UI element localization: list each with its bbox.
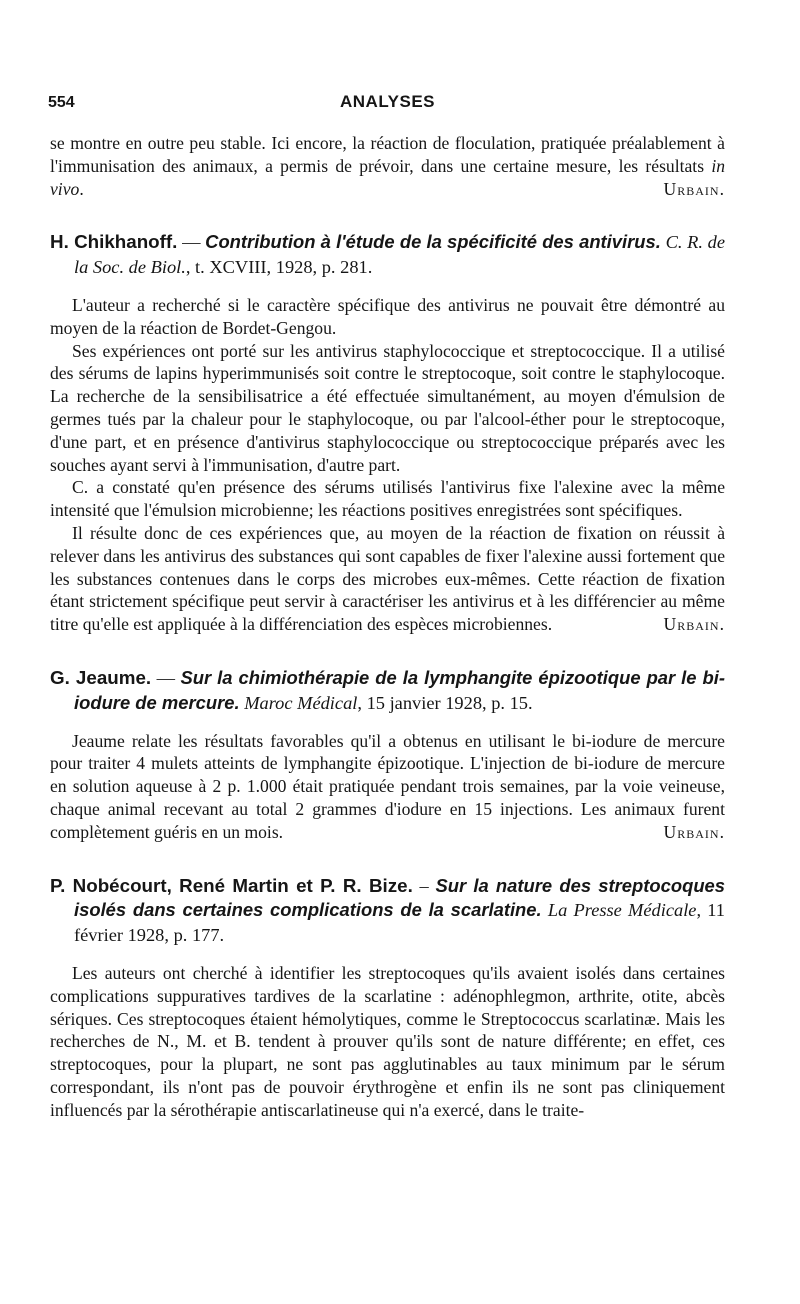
entry-title: Sur la nature des streptocoques isolés dans certaines complications de la scarlatine.	[74, 874, 726, 921]
entry-title: Contribution à l'étude de la spécificité des antivirus.	[205, 231, 661, 253]
entry-journal: Maroc Médical	[244, 692, 358, 713]
page	[50, 92, 725, 1121]
entry-separator: –	[412, 875, 436, 896]
entry-heading	[50, 230, 725, 280]
entry-paragraph	[50, 730, 725, 844]
entry-journal: La Presse Médicale	[547, 900, 697, 921]
page-number: 554	[48, 94, 75, 111]
entry-citation: , 15 janvier 1928, p. 15.	[357, 692, 533, 713]
intro-emphasis: in vivo	[50, 155, 725, 199]
entry-author: H. Chikhanoff.	[50, 231, 178, 253]
entry-body	[50, 294, 725, 636]
entry-citation: , 11 février 1928, p. 177.	[74, 900, 725, 946]
signature: Urbain.	[663, 178, 725, 199]
intro-text: se montre en outre peu stable. Ici encore, la réaction de floculation, pratiquée préalablement à l'immunisation des animaux, a permis de prévoir, dans une certaine mesure, les résultats	[50, 133, 725, 176]
entry-paragraph: C. a constaté qu'en présence des sérums utilisés l'antivirus fixe l'alexine avec la même intensité que l'émulsion microbienne; les réactions positives enregistrées sont spécifiques.	[50, 477, 725, 521]
entry-journal: C. R. de la Soc. de Biol.	[74, 232, 725, 278]
entry-heading	[50, 874, 725, 948]
entry-author: G. Jeaume.	[50, 666, 152, 688]
entry-author: P. Nobécourt, René Martin et P. R. Bize.	[50, 874, 413, 896]
signature: Urbain.	[663, 614, 725, 635]
signature: Urbain.	[663, 821, 725, 842]
running-title: ANALYSES	[339, 92, 435, 111]
entry-heading	[50, 666, 725, 716]
entry-paragraph: L'auteur a recherché si le caractère spécifique des antivirus ne pouvait être démontré au moyen de la réaction de Bordet-Gengou.	[50, 294, 725, 338]
entry-chikhanoff	[50, 230, 725, 636]
entry-paragraph-text: Jeaume relate les résultats favorables qu'il a obtenus en utilisant le bi-iodure de mercure pour traiter 4 mulets atteints de lymphangite épizootique. L'injection de bi-iodure de mercure en solution aqueuse à 2 p. 1.000 était pratiquée pendant trois semaines, par la voie veineuse, chaque animal recevant au total 2 grammes d'iodure en 15 injections. Les animaux furent complètement guéris en un mois.	[50, 730, 725, 842]
intro-text-end: .	[79, 178, 84, 199]
entry-jeaume	[50, 666, 725, 844]
running-header	[50, 92, 725, 120]
entry-citation: , t. XCVIII, 1928, p. 281.	[185, 257, 373, 278]
entry-nobecourt	[50, 874, 725, 1122]
entry-title: Sur la chimiothérapie de la lymphangite épizootique par le bi-iodure de mercure.	[74, 666, 725, 713]
intro-paragraph	[50, 132, 725, 200]
entry-separator: —	[151, 667, 181, 688]
entry-paragraph: Les auteurs ont cherché à identifier les streptocoques qu'ils avaient isolés dans certaines complications suppuratives tardives de la scarlatine : adénophlegmon, arthrite, otite, abcès sériques. Ces streptocoques étaient hémolytiques, comme le Streptococcus scarlatinæ. Mais les recherches de N., M. et B. tendent à prouver qu'ils sont de nature différente; en effet, ces streptocoques, pour la plupart, ne sont pas agglutinables au taux minimum par le sérum correspondant, ils n'ont pas de pouvoir érythrogène et enfin ils ne sont pas cliniquement influencés par la sérothérapie antiscarlatineuse qui n'a exercé, dans le traite-	[50, 962, 725, 1120]
entry-body	[50, 730, 725, 844]
entry-body	[50, 962, 725, 1122]
entry-separator: —	[177, 232, 206, 253]
entry-paragraph: Ses expériences ont porté sur les antivirus staphylococcique et streptococcique. Il a utilisé des sérums de lapins hyperimmunisés soit contre le streptocoque, soit contre le staphylocoque. La recherche de la sensibilisatrice a été effectuée simultanément, au moyen d'émulsion de germes tués par la chaleur pour le staphylocoque, ou par l'alcool-éther pour le streptocoque, d'une part, et en présence d'antivirus staphylococcique ou streptococcique préparés avec les souches ayant servi à l'immunisation, d'autre part.	[50, 340, 725, 475]
entry-paragraph-text: Il résulte donc de ces expériences que, au moyen de la réaction de fixation on réussit à relever dans les antivirus des substances qui sont capables de fixer l'alexine aussi fortement que les substances contenues dans le corps des microbes eux-mêmes. Cette réaction de fixation étant strictement spécifique peut servir à caractériser les antivirus et à les différencier au même titre qu'elle est appliquée à la différenciation des espèces microbiennes.	[50, 522, 725, 635]
entry-paragraph	[50, 522, 725, 636]
